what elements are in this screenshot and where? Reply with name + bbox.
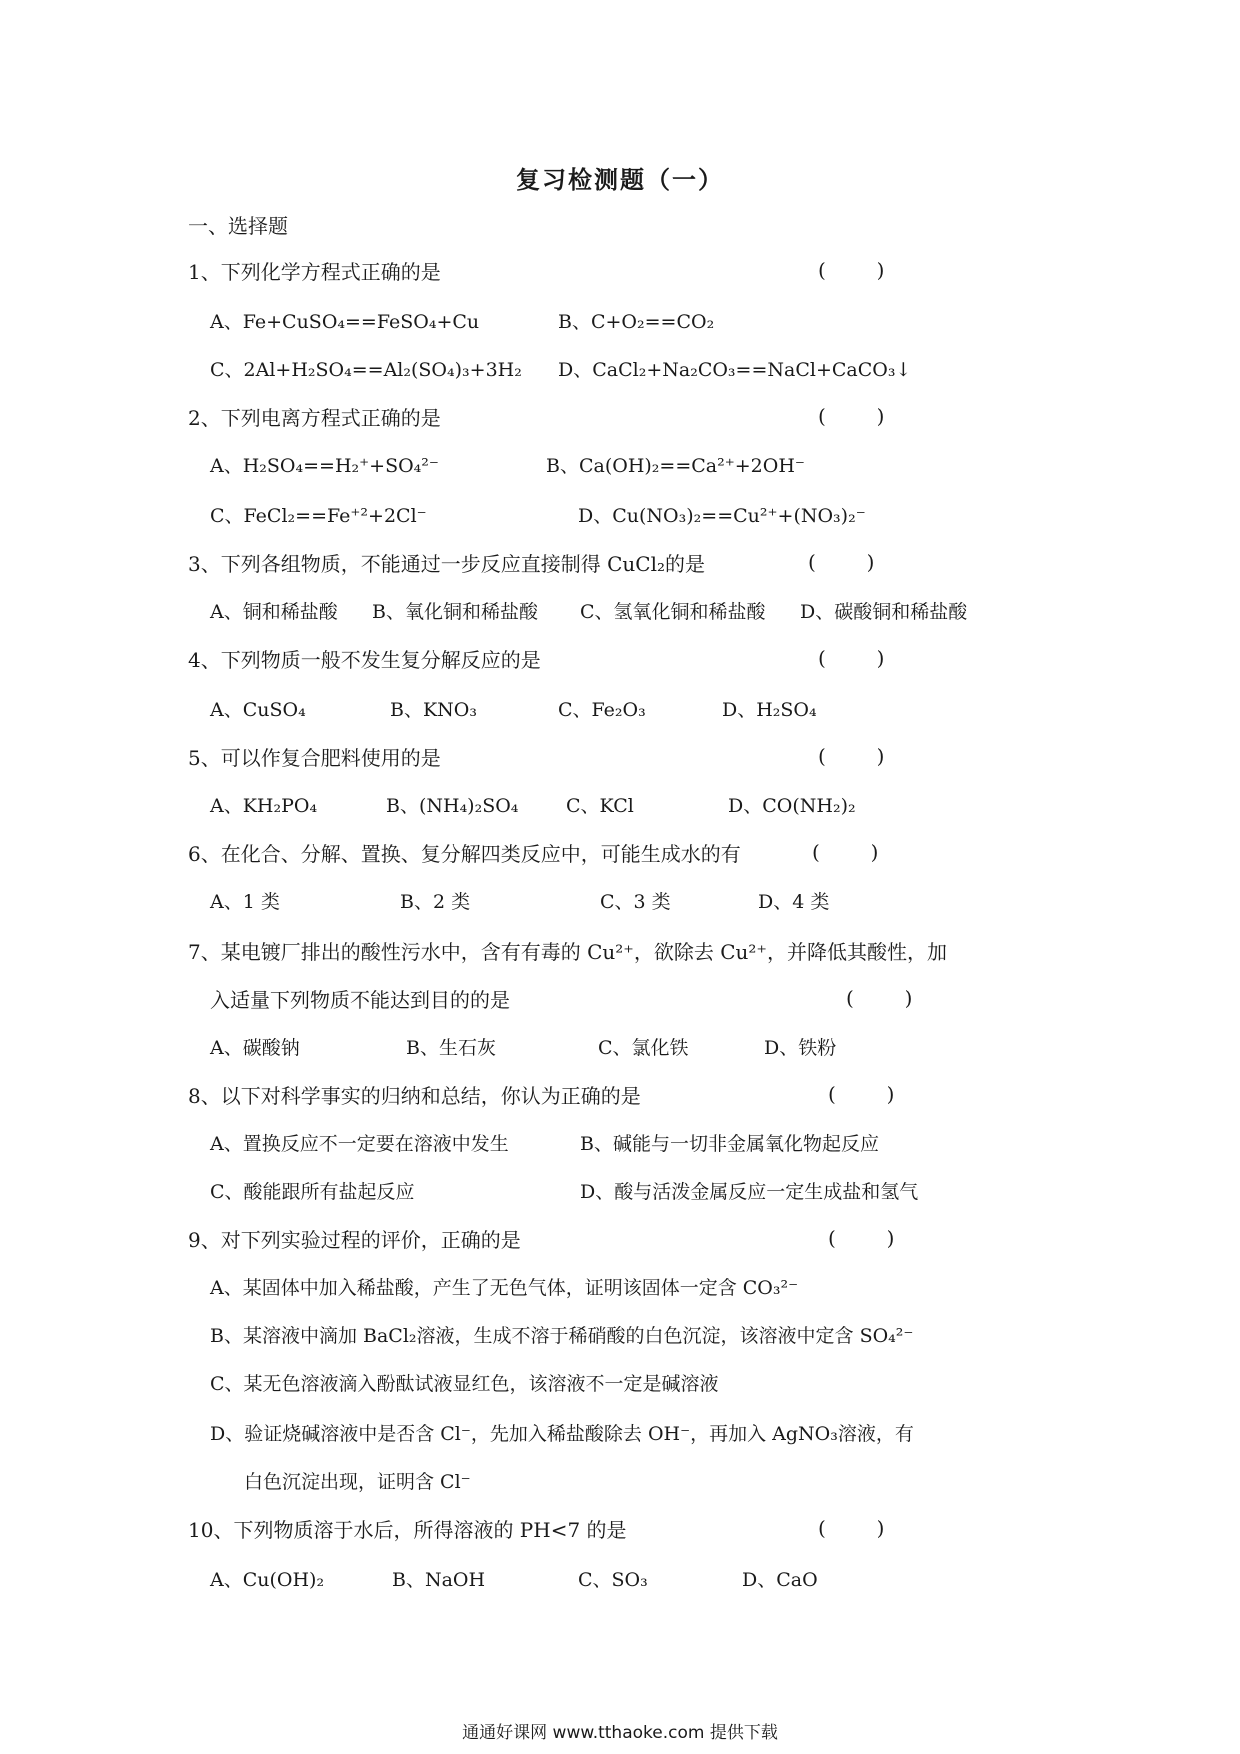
option: A、1 类	[210, 891, 280, 913]
question-stem: 9、对下列实验过程的评价，正确的是	[188, 1228, 521, 1252]
option: A、置换反应不一定要在溶液中发生	[210, 1133, 509, 1155]
answer-paren: ( )	[818, 1516, 885, 1540]
option: D、H₂SO₄	[722, 699, 817, 721]
answer-paren: ( )	[818, 258, 885, 282]
question-stem: 3、下列各组物质，不能通过一步反应直接制得 CuCl₂的是	[188, 552, 705, 576]
option: B、生石灰	[406, 1037, 496, 1059]
option: B、某溶液中滴加 BaCl₂溶液，生成不溶于稀硝酸的白色沉淀，该溶液中定含 SO₄²⁻	[210, 1325, 914, 1347]
question-stem: 6、在化合、分解、置换、复分解四类反应中，可能生成水的有	[188, 842, 741, 866]
option: C、3 类	[600, 891, 671, 913]
answer-paren: ( )	[828, 1226, 895, 1250]
option: D、CaO	[742, 1569, 818, 1591]
option: D、4 类	[758, 891, 830, 913]
option: A、KH₂PO₄	[210, 795, 318, 817]
option: D、CaCl₂+Na₂CO₃==NaCl+CaCO₃↓	[558, 359, 912, 381]
option: B、Ca(OH)₂==Ca²⁺+2OH⁻	[546, 455, 805, 477]
question-stem: 2、下列电离方程式正确的是	[188, 406, 441, 430]
option: D、铁粉	[764, 1037, 837, 1059]
option: A、Fe+CuSO₄==FeSO₄+Cu	[210, 311, 480, 333]
option: B、2 类	[400, 891, 471, 913]
option: C、2Al+H₂SO₄==Al₂(SO₄)₃+3H₂	[210, 359, 522, 381]
option: C、氯化铁	[598, 1037, 689, 1059]
option: D、碳酸铜和稀盐酸	[800, 601, 968, 623]
question-stem-continued: 入适量下列物质不能达到目的的是	[210, 988, 510, 1012]
answer-paren: ( )	[818, 646, 885, 670]
answer-paren: ( )	[828, 1082, 895, 1106]
section-heading: 一、选择题	[188, 214, 288, 238]
option: C、SO₃	[578, 1569, 648, 1591]
option: A、碳酸钠	[210, 1037, 300, 1059]
answer-paren: ( )	[846, 986, 913, 1010]
option: A、铜和稀盐酸	[210, 601, 338, 623]
option: C、Fe₂O₃	[558, 699, 646, 721]
question-stem: 8、以下对科学事实的归纳和总结，你认为正确的是	[188, 1084, 641, 1108]
question-stem: 7、某电镀厂排出的酸性污水中，含有有毒的 Cu²⁺，欲除去 Cu²⁺，并降低其酸性，加	[188, 940, 947, 964]
question-stem: 1、下列化学方程式正确的是	[188, 260, 441, 284]
option: C、某无色溶液滴入酚酞试液显红色，该溶液不一定是碱溶液	[210, 1373, 719, 1395]
answer-paren: ( )	[808, 550, 875, 574]
option: A、Cu(OH)₂	[210, 1569, 325, 1591]
option: C、酸能跟所有盐起反应	[210, 1181, 415, 1203]
option: B、KNO₃	[390, 699, 477, 721]
option: D、Cu(NO₃)₂==Cu²⁺+(NO₃)₂⁻	[578, 505, 866, 527]
option: D、CO(NH₂)₂	[728, 795, 856, 817]
answer-paren: ( )	[812, 840, 879, 864]
option: C、FeCl₂==Fe⁺²+2Cl⁻	[210, 505, 427, 527]
option: D、酸与活泼金属反应一定生成盐和氢气	[580, 1181, 919, 1203]
option: B、C+O₂==CO₂	[558, 311, 715, 333]
option: C、氢氧化铜和稀盐酸	[580, 601, 766, 623]
option: A、CuSO₄	[210, 699, 306, 721]
answer-paren: ( )	[818, 744, 885, 768]
question-stem: 10、下列物质溶于水后，所得溶液的 PH<7 的是	[188, 1518, 627, 1542]
option: C、KCl	[566, 795, 634, 817]
option: B、(NH₄)₂SO₄	[386, 795, 519, 817]
option: B、氧化铜和稀盐酸	[372, 601, 538, 623]
option: D、验证烧碱溶液中是否含 Cl⁻，先加入稀盐酸除去 OH⁻，再加入 AgNO₃溶液，有	[210, 1423, 914, 1445]
option: A、H₂SO₄==H₂⁺+SO₄²⁻	[210, 455, 439, 477]
footer-credit: 通通好课网 www.tthaoke.com 提供下载	[462, 1723, 778, 1743]
page-title: 复习检测题（一）	[516, 166, 724, 194]
question-stem: 4、下列物质一般不发生复分解反应的是	[188, 648, 541, 672]
question-stem: 5、可以作复合肥料使用的是	[188, 746, 441, 770]
answer-paren: ( )	[818, 404, 885, 428]
option: B、碱能与一切非金属氧化物起反应	[580, 1133, 879, 1155]
option: B、NaOH	[392, 1569, 486, 1591]
option: A、某固体中加入稀盐酸，产生了无色气体，证明该固体一定含 CO₃²⁻	[210, 1277, 799, 1299]
option-continued: 白色沉淀出现，证明含 Cl⁻	[244, 1471, 471, 1493]
